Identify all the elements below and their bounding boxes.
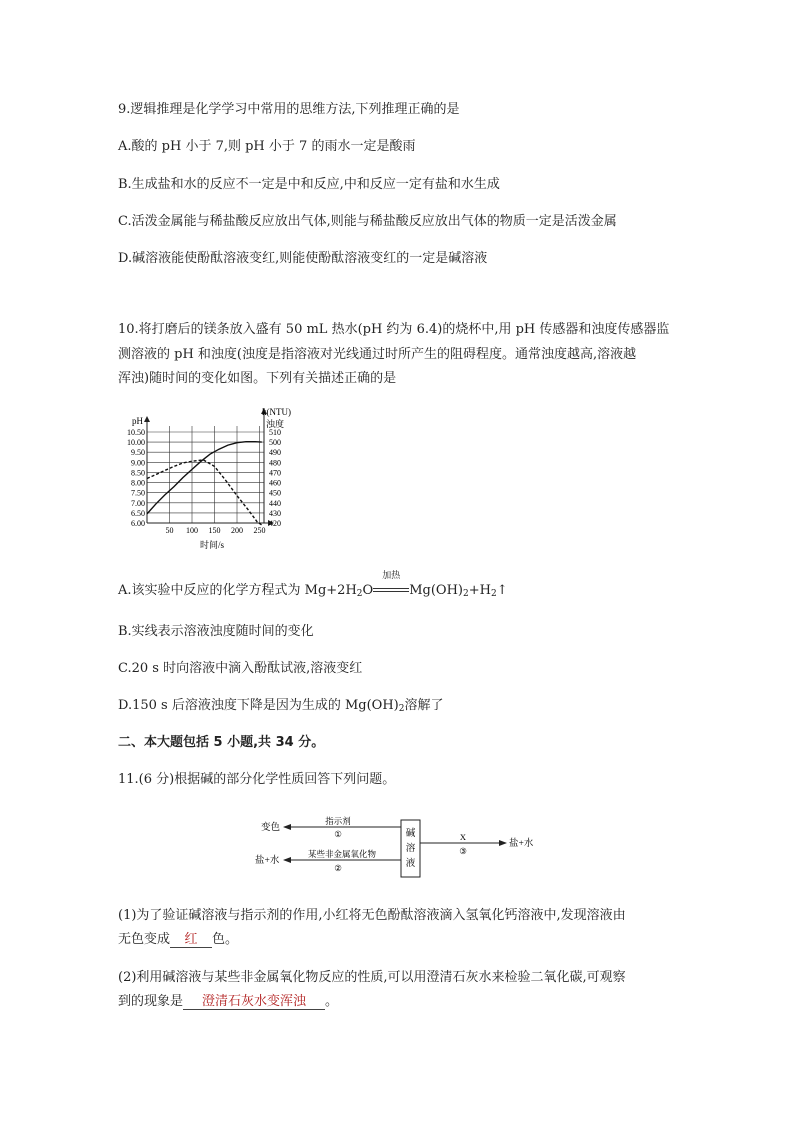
section-2-heading: [118, 735, 324, 751]
y-right-tick-label: 420: [269, 519, 281, 528]
q10-a-product: Mg(OH): [409, 583, 463, 598]
q10-a-o: O: [362, 583, 374, 598]
y-left-tick-label: 8.50: [131, 468, 145, 478]
salt-water-left-label: 盐+水: [255, 856, 280, 866]
q9-option-b: B.生成盐和水的反应不一定是中和反应,中和反应一定有盐和水生成: [118, 177, 500, 192]
ph-turbidity-chart: [112, 404, 302, 552]
section-2-suffix: 分。: [293, 735, 325, 750]
q11-part1-answer: 红: [184, 932, 198, 947]
y-right-tick-label: 440: [269, 498, 281, 508]
y-left-tick-label: 7.50: [131, 488, 145, 498]
q10-a-prefix: A.该实验中反应的化学方程式为 Mg+2H: [118, 583, 357, 598]
section-2-mid: 小题,共: [222, 735, 276, 750]
x-tick-label: 250: [253, 526, 266, 535]
q11-stem: 11.(6 分)根据碱的部分化学性质回答下列问题。: [118, 772, 396, 787]
heating-condition-label: 加热: [382, 571, 401, 581]
arrow-3-number: ③: [459, 846, 467, 856]
arrow-1-number: ①: [334, 829, 342, 839]
arrow-2-number: ②: [334, 863, 342, 873]
q11-part1-suffix: 色。: [212, 932, 239, 947]
chart-series: [147, 442, 262, 525]
q11-part1-prefix: 无色变成: [118, 932, 171, 947]
arrow-1-label: 指示剂: [325, 816, 351, 826]
y-right-tick-label: 510: [269, 428, 281, 437]
q10-stem-line3: 浑浊)随时间的变化如图。下列有关描述正确的是: [118, 371, 397, 386]
q11-part2-line1: (2)利用碱溶液与某些非金属氧化物反应的性质,可以用澄清石灰水来检验二氧化碳,可观察: [118, 970, 626, 985]
section-2-prefix: 二、本大题包括: [118, 735, 214, 750]
y-right-tick-label: 470: [269, 468, 281, 478]
x-tick-label: 200: [231, 526, 243, 535]
y-left-tick-label: 9.00: [131, 458, 145, 468]
y-right-tick-label: 450: [269, 488, 281, 498]
q10-option-d: [118, 698, 444, 717]
q10-a-sub3: 2: [490, 589, 497, 599]
q11-part2-answer: 澄清石灰水变浑浊: [202, 994, 307, 1009]
y-left-tick-label: 7.00: [131, 498, 145, 508]
base-properties-diagram: [250, 812, 550, 880]
q9-option-a: A.酸的 pH 小于 7,则 pH 小于 7 的雨水一定是酸雨: [118, 139, 416, 154]
q10-option-c: C.20 s 时向溶液中滴入酚酞试液,溶液变红: [118, 661, 363, 676]
y-left-tick-label: 6.00: [131, 519, 145, 528]
chart-ticks: [127, 428, 281, 535]
q11-part2-answer-blank: [183, 994, 325, 1010]
q9-stem: 9.逻辑推理是化学学习中常用的思维方法,下列推理正确的是: [118, 102, 460, 117]
y-right-tick-label: 460: [269, 478, 281, 488]
chart-axes: [144, 408, 274, 526]
reaction-condition: [373, 571, 409, 599]
y-left-tick-label: 8.00: [131, 478, 145, 488]
q10-stem-line1: 10.将打磨后的镁条放入盛有 50 mL 热水(pH 约为 6.4)的烧杯中,用 pH 传感器和浊度传感器监: [118, 322, 670, 337]
y-left-tick-label: 6.50: [131, 508, 145, 518]
y-right-axis-label: 浊度: [266, 419, 285, 429]
y-left-tick-label: 9.50: [131, 448, 145, 458]
salt-water-right-label: 盐+水: [509, 839, 534, 849]
q11-part1-answer-blank: [170, 932, 212, 948]
y-left-axis-label: pH: [132, 416, 143, 426]
q10-option-a: [118, 571, 508, 602]
q10-d-prefix: D.150 s 后溶液浊度下降是因为生成的 Mg(OH): [118, 698, 399, 713]
q10-d-sub: 2: [398, 704, 405, 714]
y-right-tick-label: 500: [269, 438, 281, 448]
y-left-axis-arrow: [144, 416, 150, 422]
y-right-tick-label: 480: [269, 458, 281, 468]
y-right-axis-label-unit: k(NTU): [262, 407, 291, 417]
q10-option-b: B.实线表示溶液浊度随时间的变化: [118, 624, 314, 639]
x-tick-label: 100: [186, 526, 198, 535]
x-tick-label: 50: [165, 526, 174, 535]
q11-part2-suffix: 。: [325, 994, 339, 1009]
y-left-tick-label: 10.00: [127, 438, 145, 448]
q11-part2-prefix: 到的现象是: [118, 994, 184, 1009]
y-right-tick-label: 490: [269, 448, 281, 458]
q9-option-c: C.活泼金属能与稀盐酸反应放出气体,则能与稀盐酸反应放出气体的物质一定是活泼金属: [118, 214, 617, 229]
box-char-1: 碱: [405, 829, 416, 839]
q11-part1-line1: (1)为了验证碱溶液与指示剂的作用,小红将无色酚酞溶液滴入氢氧化钙溶液中,发现溶液由: [118, 908, 626, 923]
q10-a-sub1: 2: [356, 589, 363, 599]
q10-a-h2: +H: [468, 583, 491, 598]
y-right-tick-label: 430: [269, 508, 281, 518]
box-char-2: 溶: [405, 844, 416, 854]
x-axis-label: 时间/s: [200, 540, 225, 550]
section-2-points: 34: [275, 735, 294, 750]
y-left-tick-label: 10.50: [127, 428, 145, 437]
color-change-label: 变色: [261, 823, 281, 833]
q10-a-sub2: 2: [462, 589, 469, 599]
gas-arrow: ↑: [496, 583, 508, 598]
q9-option-d: D.碱溶液能使酚酞溶液变红,则能使酚酞溶液变红的一定是碱溶液: [118, 251, 488, 266]
q11-part2-line2: [118, 994, 338, 1010]
x-tick-label: 150: [208, 526, 221, 535]
box-char-3: 液: [405, 859, 416, 869]
q11-part1-line2: [118, 932, 238, 948]
section-2-count: 5: [213, 735, 223, 750]
arrow-2-label: 某些非金属氧化物: [307, 849, 377, 859]
arrow-3-label: X: [459, 832, 467, 842]
q10-stem-line2: 测溶液的 pH 和浊度(浊度是指溶液对光线通过时所产生的阻碍程度。通常浊度越高,溶液越: [118, 347, 637, 362]
q10-d-suffix: 溶解了: [404, 698, 444, 713]
